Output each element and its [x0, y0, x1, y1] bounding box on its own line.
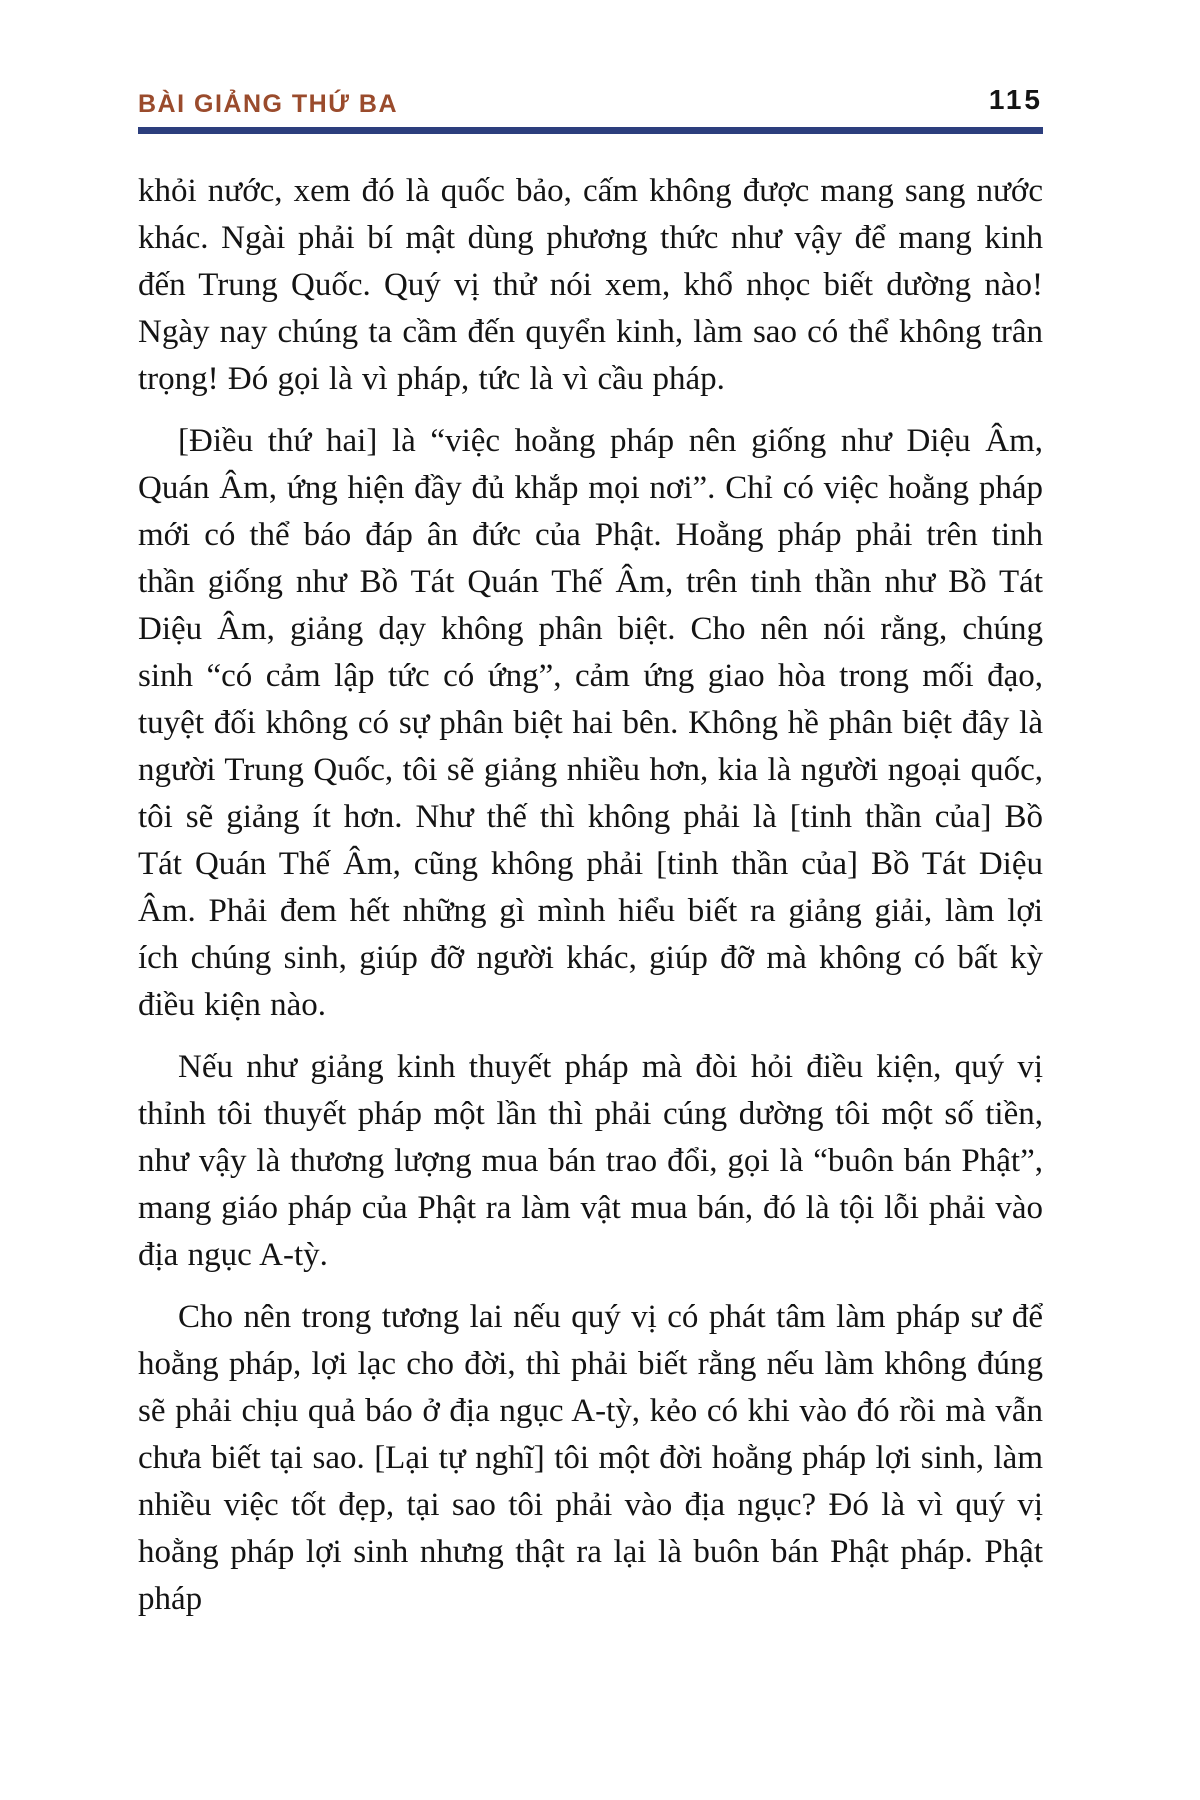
running-head-title: BÀI GIẢNG THỨ BA	[138, 90, 399, 118]
page-number: 115	[988, 84, 1043, 115]
header-divider-rule	[138, 127, 1043, 134]
body-paragraph: Nếu như giảng kinh thuyết pháp mà đòi hỏi điều kiện, quý vị thỉnh tôi thuyết pháp một lần thì phải cúng dường tôi một số tiền, như vậy là thương lượng mua bán trao đổi, gọi là “buôn bán Phật”, mang giáo pháp của Phật ra làm vật mua bán, đó là tội lỗi phải vào địa ngục A-tỳ.	[138, 1049, 1043, 1273]
body-paragraph: [Điều thứ hai] là “việc hoằng pháp nên giống như Diệu Âm, Quán Âm, ứng hiện đầy đủ khắp mọi nơi”. Chỉ có việc hoằng pháp mới có thể báo đáp ân đức của Phật. Hoằng pháp phải trên tinh thần giống như Bồ Tát Quán Thế Âm, trên tinh thần như Bồ Tát Diệu Âm, giảng dạy không phân biệt. Cho nên nói rằng, chúng sinh “có cảm lập tức có ứng”, cảm ứng giao hòa trong mối đạo, tuyệt đối không có sự phân biệt hai bên. Không hề phân biệt đây là người Trung Quốc, tôi sẽ giảng nhiều hơn, kia là người ngoại quốc, tôi sẽ giảng ít hơn. Như thế thì không phải là [tinh thần của] Bồ Tát Quán Thế Âm, cũng không phải [tinh thần của] Bồ Tát Diệu Âm. Phải đem hết những gì mình hiểu biết ra giảng giải, làm lợi ích chúng sinh, giúp đỡ người khác, giúp đỡ mà không có bất kỳ điều kiện nào.	[138, 423, 1043, 1023]
body-paragraph: khỏi nước, xem đó là quốc bảo, cấm không được mang sang nước khác. Ngài phải bí mật dùng phương thức như vậy để mang kinh đến Trung Quốc. Quý vị thử nói xem, khổ nhọc biết dường nào! Ngày nay chúng ta cầm đến quyển kinh, làm sao có thể không trân trọng! Đó gọi là vì pháp, tức là vì cầu pháp.	[138, 173, 1043, 397]
body-text-block	[138, 168, 1043, 1638]
body-paragraph: Cho nên trong tương lai nếu quý vị có phát tâm làm pháp sư để hoằng pháp, lợi lạc cho đời, thì phải biết rằng nếu làm không đúng sẽ phải chịu quả báo ở địa ngục A-tỳ, kẻo có khi vào đó rồi mà vẫn chưa biết tại sao. [Lại tự nghĩ] tôi một đời hoằng pháp lợi sinh, làm nhiều việc tốt đẹp, tại sao tôi phải vào địa ngục? Đó là vì quý vị hoằng pháp lợi sinh nhưng thật ra lại là buôn bán Phật pháp. Phật pháp	[138, 1299, 1043, 1617]
